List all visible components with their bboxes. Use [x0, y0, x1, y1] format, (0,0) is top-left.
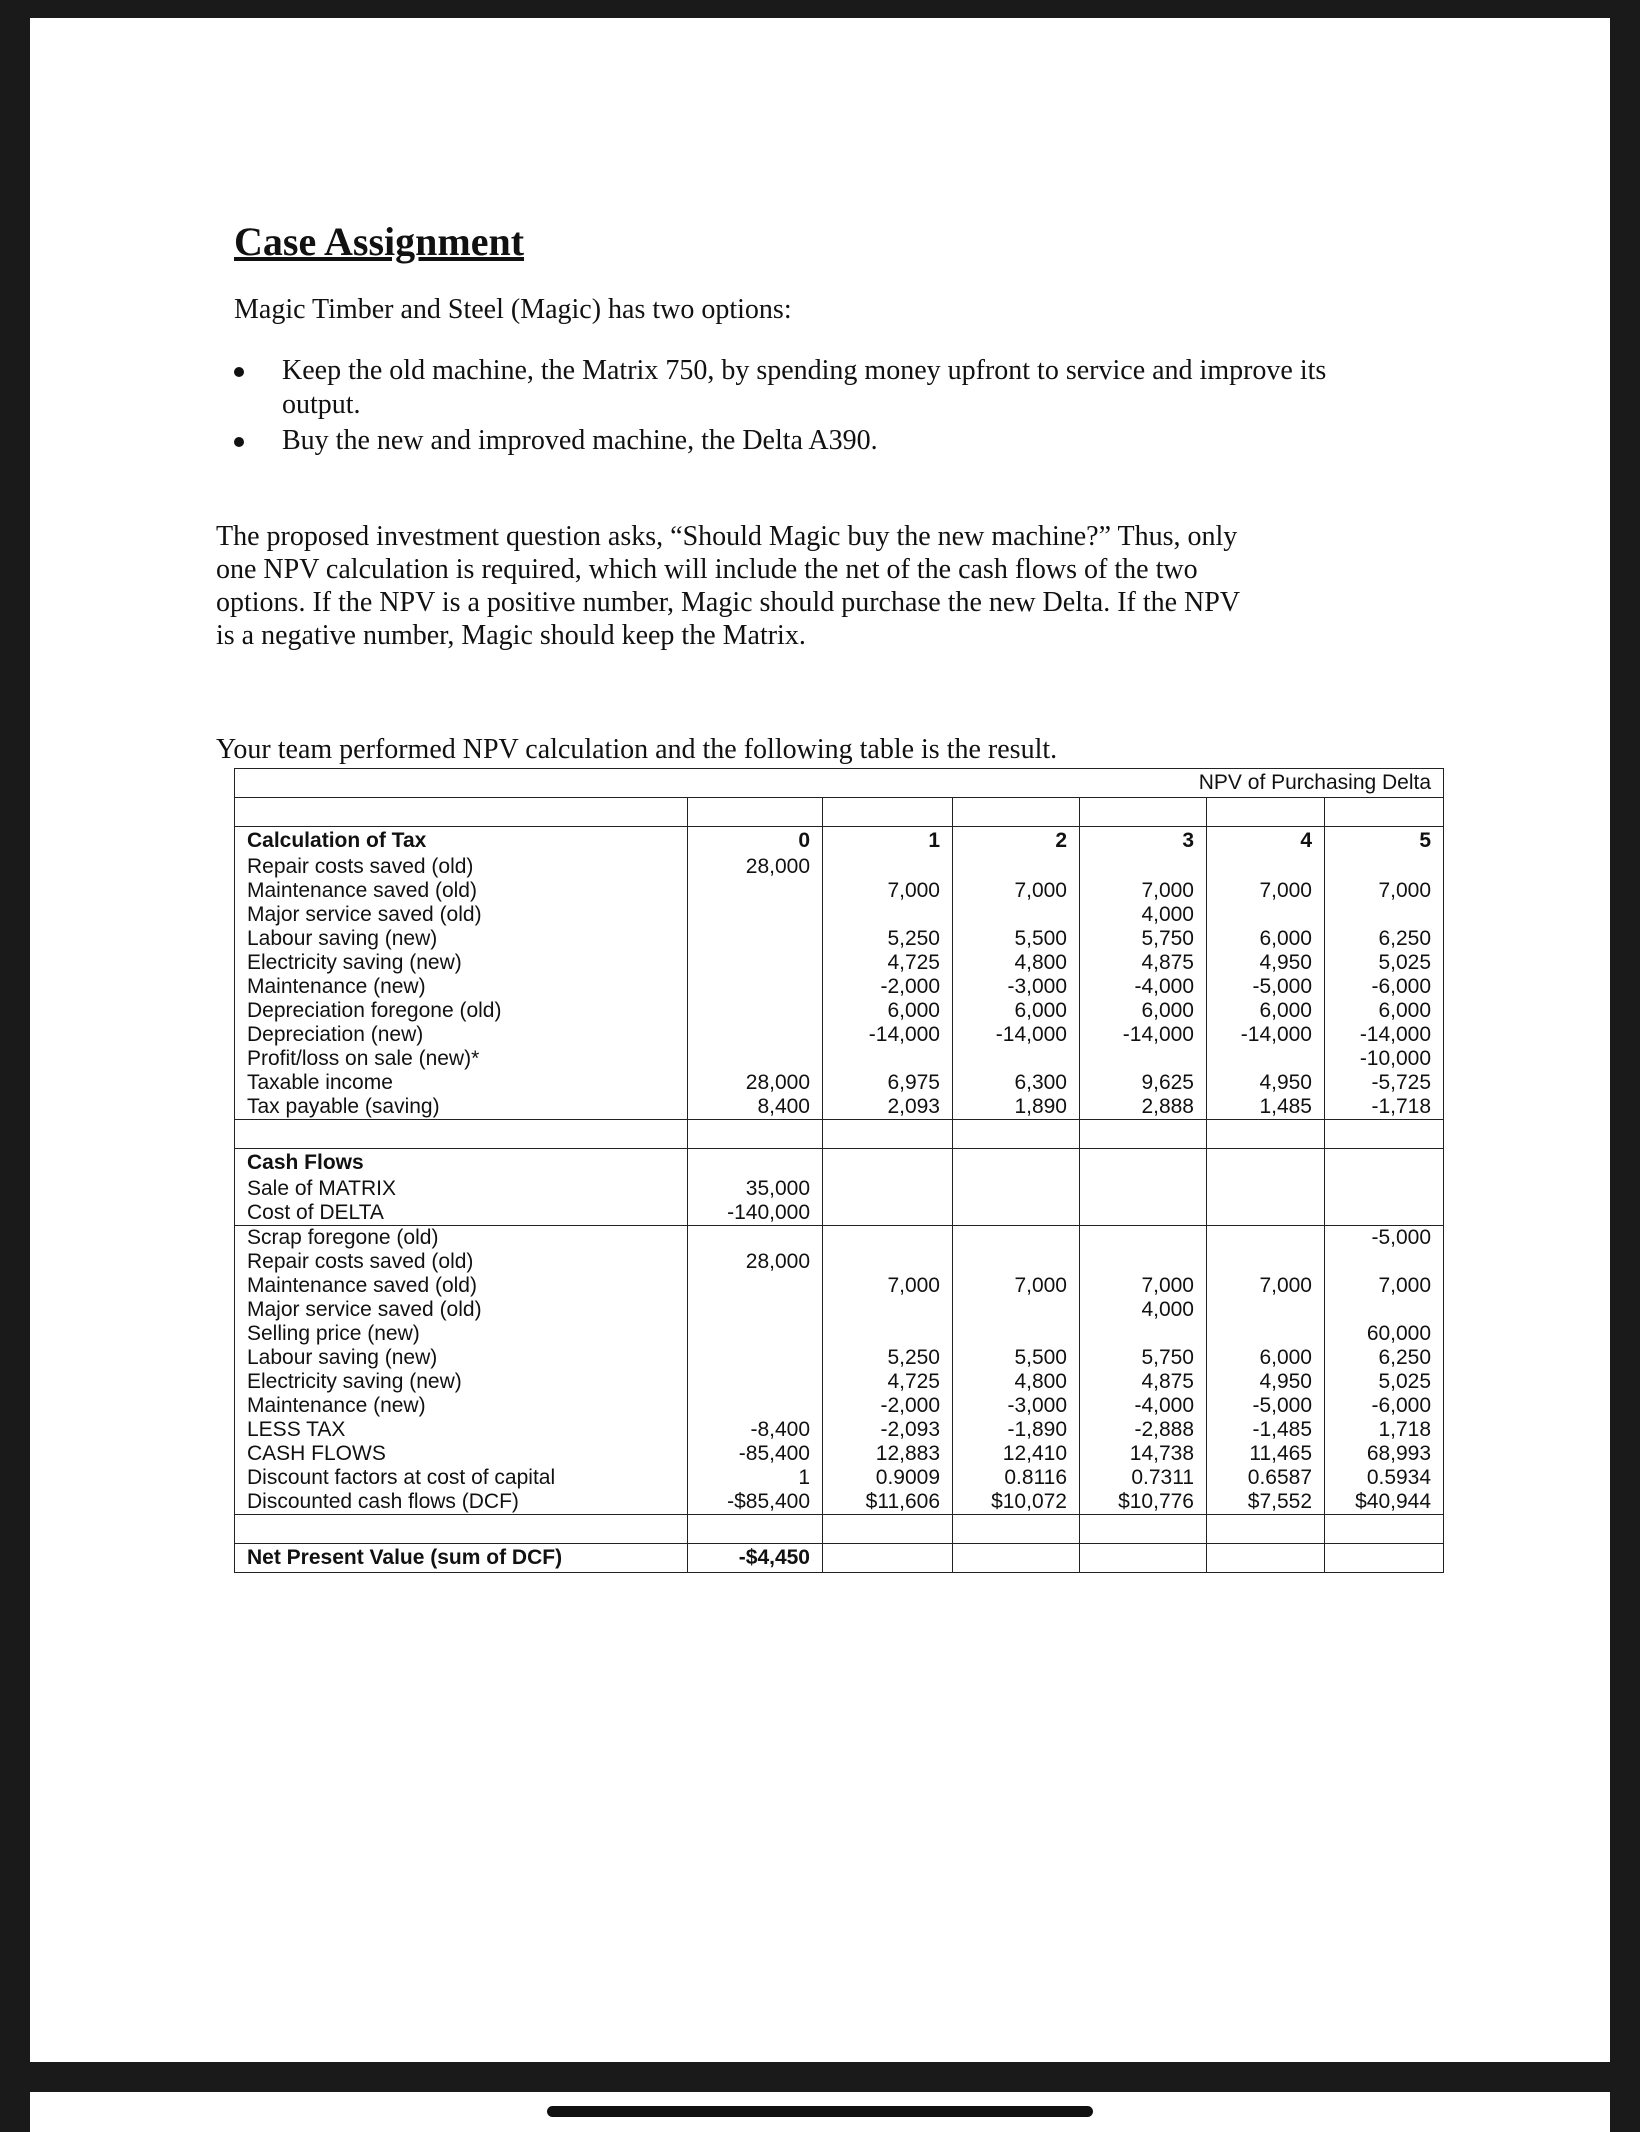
- empty-cell: [823, 1515, 953, 1544]
- tax-header-label: Calculation of Tax: [235, 827, 688, 856]
- value-cell: [953, 1177, 1080, 1201]
- empty-cell: [235, 1120, 688, 1149]
- value-cell: -5,000: [1325, 1226, 1444, 1251]
- value-cell: -1,890: [953, 1418, 1080, 1442]
- value-cell: 4,950: [1207, 951, 1325, 975]
- value-cell: $40,944: [1325, 1490, 1444, 1515]
- row-label: Electricity saving (new): [235, 951, 688, 975]
- value-cell: [1325, 1298, 1444, 1322]
- value-cell: 5,250: [823, 1346, 953, 1370]
- value-cell: -5,000: [1207, 1394, 1325, 1418]
- value-cell: 5,500: [953, 927, 1080, 951]
- bullet-text: Keep the old machine, the Matrix 750, by spending money upfront to service and improve its output.: [282, 355, 1327, 420]
- year-header: 4: [1207, 827, 1325, 856]
- table-row: [235, 1394, 1444, 1418]
- table-row: [235, 975, 1444, 999]
- value-cell: -4,000: [1080, 1394, 1207, 1418]
- row-label: Depreciation (new): [235, 1023, 688, 1047]
- table-row: [235, 1250, 1444, 1274]
- value-cell: 11,465: [1207, 1442, 1325, 1466]
- value-cell: [953, 1226, 1080, 1251]
- empty-cell: [688, 1149, 823, 1178]
- row-label: Labour saving (new): [235, 1346, 688, 1370]
- row-label: Cost of DELTA: [235, 1201, 688, 1226]
- value-cell: [953, 855, 1080, 879]
- value-cell: 12,883: [823, 1442, 953, 1466]
- value-cell: 4,950: [1207, 1370, 1325, 1394]
- table-row: [235, 879, 1444, 903]
- value-cell: 5,750: [1080, 927, 1207, 951]
- value-cell: [823, 855, 953, 879]
- empty-cell: [1325, 798, 1444, 827]
- value-cell: 35,000: [688, 1177, 823, 1201]
- value-cell: -1,485: [1207, 1418, 1325, 1442]
- npv-row: [235, 1544, 1444, 1573]
- value-cell: [1207, 1298, 1325, 1322]
- value-cell: 6,000: [1080, 999, 1207, 1023]
- value-cell: 0.5934: [1325, 1466, 1444, 1490]
- value-cell: [1080, 1047, 1207, 1071]
- value-cell: -3,000: [953, 975, 1080, 999]
- npv-table: [234, 768, 1444, 1573]
- value-cell: [688, 1298, 823, 1322]
- value-cell: 7,000: [1080, 1274, 1207, 1298]
- year-header: 2: [953, 827, 1080, 856]
- value-cell: [1207, 1250, 1325, 1274]
- spacer-row: [235, 798, 1444, 827]
- table-row: [235, 855, 1444, 879]
- value-cell: [953, 1298, 1080, 1322]
- row-label: Maintenance (new): [235, 975, 688, 999]
- value-cell: [1080, 855, 1207, 879]
- empty-cell: [823, 1120, 953, 1149]
- empty-cell: [1207, 1515, 1325, 1544]
- value-cell: [1207, 1322, 1325, 1346]
- value-cell: $11,606: [823, 1490, 953, 1515]
- empty-cell: [1080, 1120, 1207, 1149]
- value-cell: 5,750: [1080, 1346, 1207, 1370]
- value-cell: [823, 1298, 953, 1322]
- value-cell: 7,000: [953, 1274, 1080, 1298]
- value-cell: 1: [688, 1466, 823, 1490]
- value-cell: 6,300: [953, 1071, 1080, 1095]
- options-list: [234, 354, 1374, 460]
- list-item: [234, 354, 1374, 422]
- cash-header-row: [235, 1149, 1444, 1178]
- row-label: Taxable income: [235, 1071, 688, 1095]
- value-cell: -$85,400: [688, 1490, 823, 1515]
- table-intro: Your team performed NPV calculation and the following table is the result.: [216, 734, 1058, 765]
- row-label: Major service saved (old): [235, 1298, 688, 1322]
- value-cell: 6,000: [823, 999, 953, 1023]
- empty-cell: [1325, 1544, 1444, 1573]
- empty-cell: [688, 1515, 823, 1544]
- value-cell: [953, 903, 1080, 927]
- empty-cell: [1325, 1120, 1444, 1149]
- value-cell: 8,400: [688, 1095, 823, 1120]
- table-row: [235, 927, 1444, 951]
- value-cell: -85,400: [688, 1442, 823, 1466]
- value-cell: [688, 903, 823, 927]
- value-cell: [1325, 1177, 1444, 1201]
- empty-cell: [235, 1515, 688, 1544]
- value-cell: 12,410: [953, 1442, 1080, 1466]
- table-row: [235, 1418, 1444, 1442]
- value-cell: 5,025: [1325, 1370, 1444, 1394]
- value-cell: -5,000: [1207, 975, 1325, 999]
- value-cell: 7,000: [953, 879, 1080, 903]
- value-cell: $7,552: [1207, 1490, 1325, 1515]
- value-cell: [1207, 1201, 1325, 1226]
- value-cell: 4,000: [1080, 1298, 1207, 1322]
- empty-cell: [1207, 1149, 1325, 1178]
- empty-cell: [688, 798, 823, 827]
- value-cell: 2,093: [823, 1095, 953, 1120]
- row-label: Profit/loss on sale (new)*: [235, 1047, 688, 1071]
- table-row: [235, 1047, 1444, 1071]
- value-cell: 6,975: [823, 1071, 953, 1095]
- value-cell: -14,000: [1207, 1023, 1325, 1047]
- spacer-row: [235, 1120, 1444, 1149]
- home-indicator[interactable]: [547, 2106, 1093, 2117]
- value-cell: -2,000: [823, 975, 953, 999]
- value-cell: [688, 951, 823, 975]
- value-cell: [688, 927, 823, 951]
- row-label: Repair costs saved (old): [235, 855, 688, 879]
- empty-cell: [1080, 1544, 1207, 1573]
- table-caption: NPV of Purchasing Delta: [235, 769, 1444, 798]
- row-label: Sale of MATRIX: [235, 1177, 688, 1201]
- table-row: [235, 1177, 1444, 1201]
- value-cell: 6,000: [1207, 927, 1325, 951]
- value-cell: 4,800: [953, 1370, 1080, 1394]
- row-label: Repair costs saved (old): [235, 1250, 688, 1274]
- value-cell: 4,875: [1080, 951, 1207, 975]
- row-label: Tax payable (saving): [235, 1095, 688, 1120]
- table-row: [235, 903, 1444, 927]
- row-label: LESS TAX: [235, 1418, 688, 1442]
- value-cell: [688, 879, 823, 903]
- value-cell: 6,000: [953, 999, 1080, 1023]
- table-row: [235, 1370, 1444, 1394]
- empty-cell: [688, 1120, 823, 1149]
- value-cell: -8,400: [688, 1418, 823, 1442]
- empty-cell: [953, 1149, 1080, 1178]
- value-cell: [688, 1370, 823, 1394]
- table-row: [235, 1322, 1444, 1346]
- value-cell: 4,950: [1207, 1071, 1325, 1095]
- value-cell: [953, 1047, 1080, 1071]
- row-label: Depreciation foregone (old): [235, 999, 688, 1023]
- value-cell: [823, 1177, 953, 1201]
- value-cell: 0.8116: [953, 1466, 1080, 1490]
- list-item: [234, 424, 1374, 458]
- value-cell: -5,725: [1325, 1071, 1444, 1095]
- empty-cell: [1207, 1120, 1325, 1149]
- value-cell: [1080, 1201, 1207, 1226]
- spacer-row: [235, 1515, 1444, 1544]
- value-cell: 6,000: [1207, 1346, 1325, 1370]
- empty-cell: [953, 1515, 1080, 1544]
- table-row: [235, 1274, 1444, 1298]
- empty-cell: [1207, 1544, 1325, 1573]
- value-cell: [953, 1250, 1080, 1274]
- value-cell: [1080, 1250, 1207, 1274]
- value-cell: [1207, 855, 1325, 879]
- empty-cell: [1325, 1515, 1444, 1544]
- empty-cell: [823, 1544, 953, 1573]
- table-row: [235, 1095, 1444, 1120]
- value-cell: [1080, 1177, 1207, 1201]
- row-label: Labour saving (new): [235, 927, 688, 951]
- value-cell: -2,888: [1080, 1418, 1207, 1442]
- table-row: [235, 1226, 1444, 1251]
- value-cell: 28,000: [688, 855, 823, 879]
- value-cell: 9,625: [1080, 1071, 1207, 1095]
- empty-cell: [823, 798, 953, 827]
- table-row: [235, 1346, 1444, 1370]
- value-cell: [688, 999, 823, 1023]
- row-label: Scrap foregone (old): [235, 1226, 688, 1251]
- value-cell: -14,000: [1080, 1023, 1207, 1047]
- value-cell: [1325, 1201, 1444, 1226]
- value-cell: 7,000: [823, 1274, 953, 1298]
- value-cell: 4,875: [1080, 1370, 1207, 1394]
- value-cell: [1325, 1250, 1444, 1274]
- value-cell: [823, 1201, 953, 1226]
- value-cell: [688, 975, 823, 999]
- value-cell: 0.6587: [1207, 1466, 1325, 1490]
- value-cell: [953, 1322, 1080, 1346]
- value-cell: 5,250: [823, 927, 953, 951]
- cash-header-label: Cash Flows: [235, 1149, 688, 1178]
- value-cell: 4,800: [953, 951, 1080, 975]
- question-paragraph: The proposed investment question asks, “Should Magic buy the new machine?” Thus, only one NPV calculation is required, which will include the net of the cash flows of the two options. If the NPV is a positive number, Magic should purchase the new Delta. If the NPV is a negative number, Magic should keep the Matrix.: [216, 521, 1240, 651]
- value-cell: [953, 1201, 1080, 1226]
- value-cell: 4,725: [823, 951, 953, 975]
- value-cell: -6,000: [1325, 1394, 1444, 1418]
- value-cell: 1,718: [1325, 1418, 1444, 1442]
- value-cell: [1080, 1226, 1207, 1251]
- value-cell: 5,500: [953, 1346, 1080, 1370]
- bullet-icon: [234, 367, 244, 377]
- value-cell: -140,000: [688, 1201, 823, 1226]
- row-label: Maintenance saved (old): [235, 1274, 688, 1298]
- value-cell: 14,738: [1080, 1442, 1207, 1466]
- value-cell: [688, 1274, 823, 1298]
- empty-cell: [823, 1149, 953, 1178]
- value-cell: 6,250: [1325, 1346, 1444, 1370]
- table-row: [235, 951, 1444, 975]
- value-cell: [1207, 1177, 1325, 1201]
- value-cell: -10,000: [1325, 1047, 1444, 1071]
- value-cell: -3,000: [953, 1394, 1080, 1418]
- value-cell: [823, 903, 953, 927]
- table-row: [235, 1298, 1444, 1322]
- value-cell: -14,000: [823, 1023, 953, 1047]
- table-row: [235, 1201, 1444, 1226]
- value-cell: 6,000: [1325, 999, 1444, 1023]
- empty-cell: [1080, 1515, 1207, 1544]
- npv-value: -$4,450: [688, 1544, 823, 1573]
- bullet-icon: [234, 437, 244, 447]
- value-cell: -14,000: [1325, 1023, 1444, 1047]
- value-cell: -14,000: [953, 1023, 1080, 1047]
- row-label: Discount factors at cost of capital: [235, 1466, 688, 1490]
- value-cell: 28,000: [688, 1250, 823, 1274]
- year-header: 0: [688, 827, 823, 856]
- value-cell: 7,000: [1207, 1274, 1325, 1298]
- value-cell: [688, 1226, 823, 1251]
- value-cell: 7,000: [1207, 879, 1325, 903]
- row-label: Selling price (new): [235, 1322, 688, 1346]
- table-row: [235, 1466, 1444, 1490]
- value-cell: 7,000: [1080, 879, 1207, 903]
- empty-cell: [1080, 1149, 1207, 1178]
- value-cell: 5,025: [1325, 951, 1444, 975]
- empty-cell: [953, 1120, 1080, 1149]
- row-label: Maintenance saved (old): [235, 879, 688, 903]
- value-cell: $10,776: [1080, 1490, 1207, 1515]
- value-cell: 68,993: [1325, 1442, 1444, 1466]
- value-cell: -4,000: [1080, 975, 1207, 999]
- value-cell: [823, 1047, 953, 1071]
- value-cell: $10,072: [953, 1490, 1080, 1515]
- row-label: Maintenance (new): [235, 1394, 688, 1418]
- table-row: [235, 1071, 1444, 1095]
- intro-text: Magic Timber and Steel (Magic) has two options:: [234, 294, 792, 325]
- npv-table-body: [235, 769, 1444, 1573]
- value-cell: 6,250: [1325, 927, 1444, 951]
- value-cell: [1325, 903, 1444, 927]
- value-cell: [688, 1023, 823, 1047]
- value-cell: 0.9009: [823, 1466, 953, 1490]
- value-cell: 2,888: [1080, 1095, 1207, 1120]
- table-row: [235, 1490, 1444, 1515]
- tax-header-row: [235, 827, 1444, 856]
- value-cell: 1,485: [1207, 1095, 1325, 1120]
- value-cell: -1,718: [1325, 1095, 1444, 1120]
- value-cell: [823, 1226, 953, 1251]
- value-cell: [823, 1250, 953, 1274]
- empty-cell: [1080, 798, 1207, 827]
- value-cell: 7,000: [1325, 879, 1444, 903]
- value-cell: 7,000: [1325, 1274, 1444, 1298]
- year-header: 5: [1325, 827, 1444, 856]
- row-label: Electricity saving (new): [235, 1370, 688, 1394]
- empty-cell: [235, 798, 688, 827]
- value-cell: [688, 1346, 823, 1370]
- value-cell: [1207, 1226, 1325, 1251]
- bullet-text: Buy the new and improved machine, the Delta A390.: [282, 425, 878, 456]
- value-cell: [688, 1047, 823, 1071]
- value-cell: 0.7311: [1080, 1466, 1207, 1490]
- value-cell: 4,000: [1080, 903, 1207, 927]
- empty-cell: [953, 798, 1080, 827]
- value-cell: 4,725: [823, 1370, 953, 1394]
- value-cell: [1080, 1322, 1207, 1346]
- value-cell: [1207, 1047, 1325, 1071]
- empty-cell: [953, 1544, 1080, 1573]
- value-cell: [688, 1322, 823, 1346]
- table-row: [235, 1442, 1444, 1466]
- value-cell: 7,000: [823, 879, 953, 903]
- year-header: 1: [823, 827, 953, 856]
- table-row: [235, 1023, 1444, 1047]
- value-cell: -2,000: [823, 1394, 953, 1418]
- caption-row: [235, 769, 1444, 798]
- npv-label: Net Present Value (sum of DCF): [235, 1544, 688, 1573]
- row-label: Major service saved (old): [235, 903, 688, 927]
- row-label: CASH FLOWS: [235, 1442, 688, 1466]
- value-cell: [823, 1322, 953, 1346]
- value-cell: [1207, 903, 1325, 927]
- value-cell: [1325, 855, 1444, 879]
- value-cell: 6,000: [1207, 999, 1325, 1023]
- page-title: Case Assignment: [234, 219, 525, 264]
- value-cell: 60,000: [1325, 1322, 1444, 1346]
- value-cell: [688, 1394, 823, 1418]
- value-cell: 28,000: [688, 1071, 823, 1095]
- year-header: 3: [1080, 827, 1207, 856]
- value-cell: 1,890: [953, 1095, 1080, 1120]
- empty-cell: [1207, 798, 1325, 827]
- table-row: [235, 999, 1444, 1023]
- empty-cell: [1325, 1149, 1444, 1178]
- value-cell: -6,000: [1325, 975, 1444, 999]
- value-cell: -2,093: [823, 1418, 953, 1442]
- row-label: Discounted cash flows (DCF): [235, 1490, 688, 1515]
